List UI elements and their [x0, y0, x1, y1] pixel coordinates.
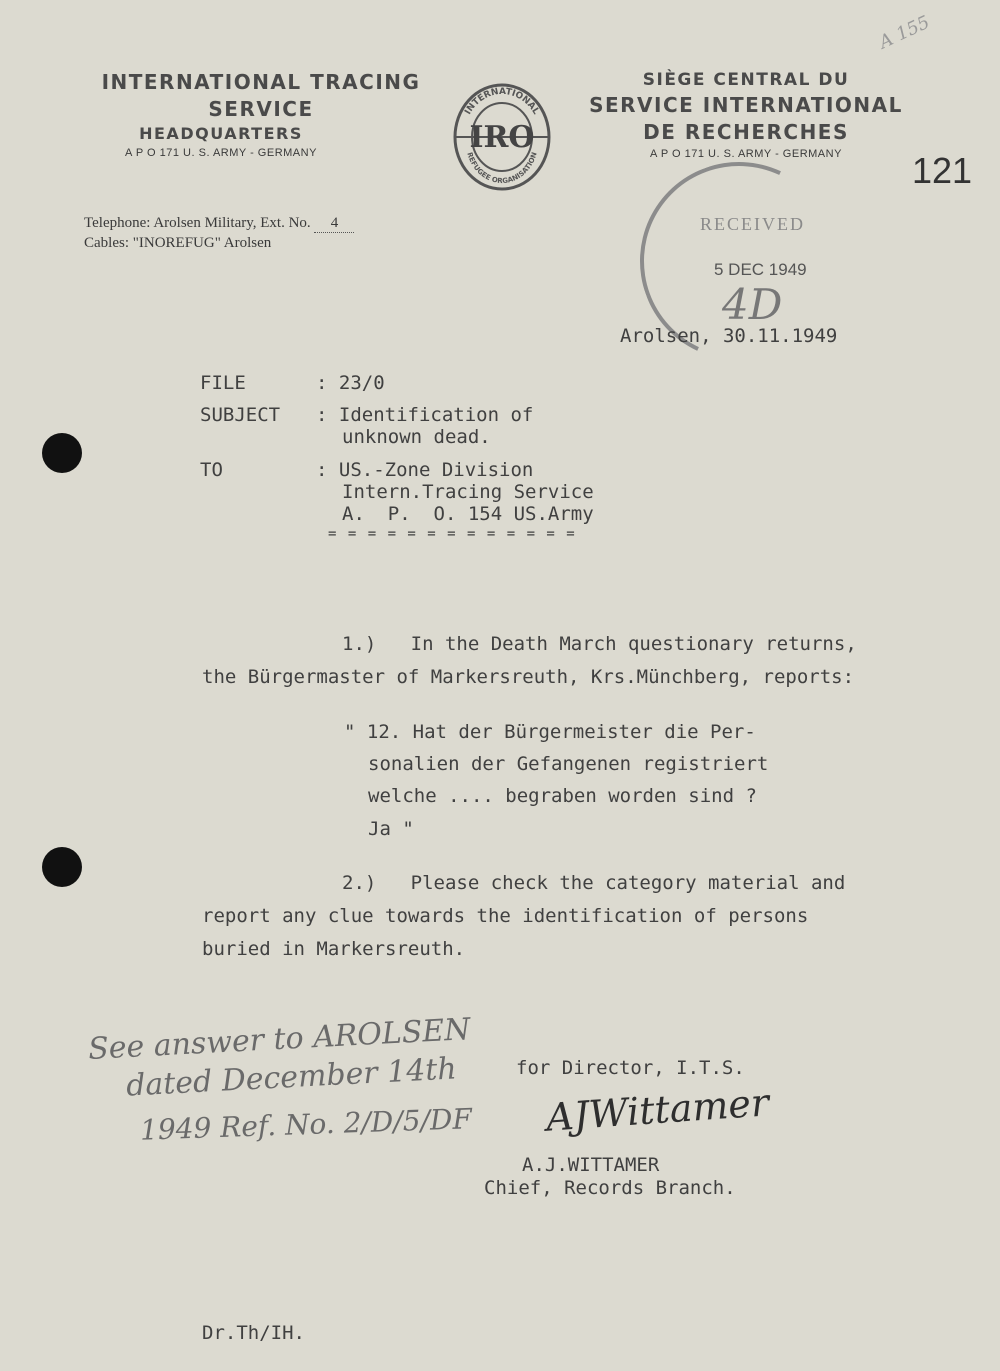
quote-line2: sonalien der Gefangenen registriert	[368, 753, 769, 775]
telephone-ext: 4	[314, 215, 354, 233]
to-value-2: Intern.Tracing Service	[342, 481, 594, 503]
logo-ring-bottom: REFUGEE ORGANISATION	[465, 151, 539, 186]
paragraph2-line1: 2.) Please check the category material and	[342, 872, 846, 894]
telephone-line	[84, 215, 354, 233]
letterhead-right-line1: SIÈGE CENTRAL DU	[642, 70, 850, 90]
letterhead-right-apo: A P O 171 U. S. ARMY - GERMANY	[650, 148, 842, 160]
to-value-1: : US.-Zone Division	[316, 459, 534, 481]
separator-line: = = = = = = = = = = = = =	[328, 526, 577, 542]
punch-hole-top	[42, 433, 82, 473]
paragraph2-line3: buried in Markersreuth.	[202, 938, 466, 960]
letterhead-right-line2: SERVICE INTERNATIONAL	[589, 93, 903, 117]
letterhead-left-apo: A P O 171 U. S. ARMY - GERMANY	[125, 147, 317, 159]
pencil-annotation: A 155	[876, 11, 934, 54]
subject-label: SUBJECT	[200, 404, 281, 426]
signature: AJWittamer	[544, 1080, 771, 1140]
quote-line1: " 12. Hat der Bürgermeister die Per-	[344, 721, 756, 743]
letterhead-right-line3: DE RECHERCHES	[643, 120, 849, 144]
subject-value-1: : Identification of	[316, 404, 534, 426]
paragraph2-line2: report any clue towards the identification of persons	[202, 905, 809, 927]
stamp-date: 5 DEC 1949	[714, 260, 807, 279]
page-number: 121	[912, 150, 973, 191]
to-label: TO	[200, 459, 223, 481]
file-label: FILE	[200, 372, 246, 394]
paragraph1-line1: 1.) In the Death March questionary returns,	[342, 633, 857, 655]
signatory-title: Chief, Records Branch.	[484, 1177, 736, 1199]
telephone-label: Telephone: Arolsen Military, Ext. No.	[84, 215, 311, 231]
iro-logo	[452, 82, 552, 192]
subject-value-2: unknown dead.	[342, 426, 491, 448]
file-value: : 23/0	[316, 372, 385, 394]
cables-line: Cables: "INOREFUG" Arolsen	[84, 235, 272, 251]
paragraph1-line2: the Bürgermaster of Markersreuth, Krs.Münchberg, reports:	[202, 666, 855, 688]
letterhead-left-line1: INTERNATIONAL TRACING	[101, 70, 421, 94]
for-director-line: for Director, I.T.S.	[516, 1057, 745, 1079]
handwritten-note-line1: See answer to AROLSEN	[87, 1012, 472, 1067]
footer-reference: Dr.Th/IH.	[202, 1322, 305, 1344]
letterhead-left-line2: SERVICE	[208, 97, 314, 121]
signatory-name: A.J.WITTAMER	[522, 1154, 660, 1176]
letterhead-right	[566, 70, 926, 160]
quote-line4: Ja "	[368, 818, 414, 840]
handwritten-note-line3: 1949 Ref. No. 2/D/5/DF	[139, 1102, 473, 1147]
letterhead-left-line3: HEADQUARTERS	[139, 124, 303, 143]
letterhead-left	[82, 70, 440, 159]
stamp-received: RECEIVED	[700, 214, 805, 234]
stamp-initials: 4D	[722, 280, 783, 329]
place-date: Arolsen, 30.11.1949	[620, 325, 838, 347]
handwritten-note-line2: dated December 14th	[125, 1051, 458, 1104]
logo-ring-top: INTERNATIONAL	[463, 86, 541, 117]
svg-text:INTERNATIONAL	[463, 87, 541, 117]
logo-monogram: IRO	[469, 120, 535, 155]
to-value-3: A. P. O. 154 US.Army	[342, 503, 594, 525]
punch-hole-bottom	[42, 847, 82, 887]
quote-line3: welche .... begraben worden sind ?	[368, 785, 757, 807]
